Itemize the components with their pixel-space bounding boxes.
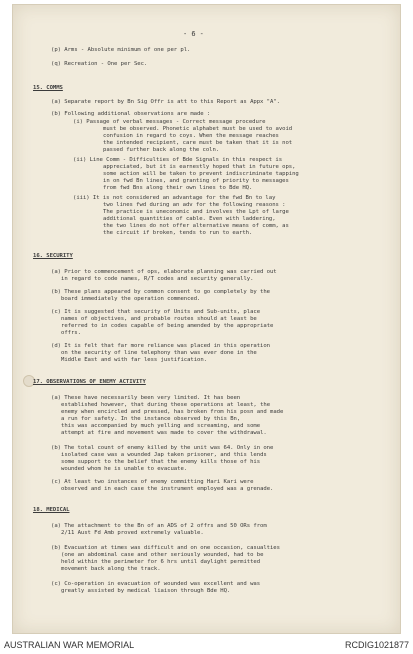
text-line: (p) Arms - Absolute minimum of one per pl. xyxy=(51,47,191,53)
text-line: observed and in each case the instrument employed was a grenade. xyxy=(61,486,274,492)
text-line: 2/11 Aust Fd Amb proved extremely valuable. xyxy=(61,530,204,536)
text-line: offrs. xyxy=(61,330,81,336)
text-line: board immediately the operation commenced. xyxy=(61,296,201,302)
text-line: (a) The attachment to the Bn of an ADS of 2 offrs and 50 ORs from xyxy=(51,523,267,529)
archive-footer xyxy=(0,636,413,654)
text-line: (d) It is felt that far more reliance was placed in this operation xyxy=(51,343,270,349)
archive-record-id: RCDIG1021877 xyxy=(344,640,409,650)
section-heading: 15. COMMS xyxy=(33,85,63,91)
text-line: movement back along the track. xyxy=(61,566,161,572)
text-line: (a) Separate report by Bn Sig Offr is att to this Report as Appx "A". xyxy=(51,99,280,105)
text-line: must be observed. Phonetic alphabet must be used to avoid xyxy=(103,126,293,132)
text-line: (b) Evacuation at times was difficult and on one occasion, casualties xyxy=(51,545,280,551)
text-line: The practice is uneconomic and involves the Lpt of large xyxy=(103,209,289,215)
text-line: (one an abdominal case and other seriously wounded, had to be xyxy=(61,552,264,558)
text-line: (iii) It is not considered an advantage for the fwd Bn to lay xyxy=(73,195,276,201)
text-line: names of objectives, and probable routes should at least be xyxy=(61,316,257,322)
document-page xyxy=(12,4,401,634)
text-line: (a) These have necessarily been very limited. It has been xyxy=(51,395,241,401)
text-line: attempt at fire and movement was made to cover the withdrawal. xyxy=(61,430,267,436)
section-heading: 18. MEDICAL xyxy=(33,507,70,513)
page-number: - 6 - xyxy=(183,30,204,38)
section-heading: 17. OBSERVATIONS OF ENEMY ACTIVITY xyxy=(33,379,146,385)
text-line: additional quantities of cable. Even with laddering, xyxy=(103,216,276,222)
text-line: (c) Co-operation in evacuation of wounded was excellent and was xyxy=(51,581,261,587)
text-line: greatly assisted by medical liaison through Bde HQ. xyxy=(61,588,231,594)
text-line: (i) Passage of verbal messages - Correct message procedure xyxy=(73,119,266,125)
text-line: this was accompanied by much yelling and screaming, and some xyxy=(61,423,261,429)
text-line: established however, that during these operations at least, the xyxy=(61,402,271,408)
text-line: isolated case was a wounded Jap taken prisoner, and this lends xyxy=(61,452,267,458)
text-line: (c) It is suggested that security of Units and Sub-units, place xyxy=(51,309,261,315)
text-line: (b) These plans appeared by common consent to go completely by the xyxy=(51,289,270,295)
archive-name: AUSTRALIAN WAR MEMORIAL xyxy=(4,640,135,650)
text-line: the intended recipient, care must be taken that it is not xyxy=(103,140,293,146)
text-line: (b) The total count of enemy killed by the unit was 64. Only in one xyxy=(51,445,274,451)
text-line: wounded whom he is unable to evacuate. xyxy=(61,466,188,472)
text-line: some action will be taken to prevent indiscriminate tapping xyxy=(103,171,299,177)
text-line: (b) Following additional observations are made : xyxy=(51,111,211,117)
text-line: the two lines do not offer alternative means of comm, as xyxy=(103,223,289,229)
text-line: the circuit if broken, tends to run to earth. xyxy=(103,230,253,236)
text-line: two lines fwd during an adv for the following reasons : xyxy=(103,202,286,208)
text-line: appreciated, but it is earnestly hoped that in future ops, xyxy=(103,164,296,170)
text-line: a run for safety. In the instance observed by this Bn, xyxy=(61,416,241,422)
text-line: on the security of line telephony than was ever done in the xyxy=(61,350,257,356)
text-line: in regard to code names, R/T codes and security generally. xyxy=(61,276,254,282)
text-line: (a) Prior to commencement of ops, elaborate planning was carried out xyxy=(51,269,277,275)
text-line: Middle East and with far less justification. xyxy=(61,357,207,363)
text-line: confusion in regard to coys. When the message reaches xyxy=(103,133,279,139)
section-heading: 16. SECURITY xyxy=(33,253,73,259)
text-line: (c) At least two instances of enemy committing Hari Kari were xyxy=(51,479,254,485)
text-line: held within the perimeter for 6 hrs until daylight permitted xyxy=(61,559,261,565)
text-line: in on fwd Bn lines, and granting of priority to messages xyxy=(103,178,289,184)
text-line: enemy when encircled and pressed, has broken from his posn and made xyxy=(61,409,284,415)
text-line: some support to the belief that the enemy kills those of his xyxy=(61,459,261,465)
text-line: passed further back along the coln. xyxy=(103,147,220,153)
text-line: referred to in codes capable of being amended by the appropriate xyxy=(61,323,274,329)
text-line: (ii) Line Comm - Difficulties of Bde Signals in this respect is xyxy=(73,157,283,163)
text-line: from fwd Bns along their own lines to Bde HQ. xyxy=(103,185,253,191)
text-line: (q) Recreation - One per Sec. xyxy=(51,61,148,67)
